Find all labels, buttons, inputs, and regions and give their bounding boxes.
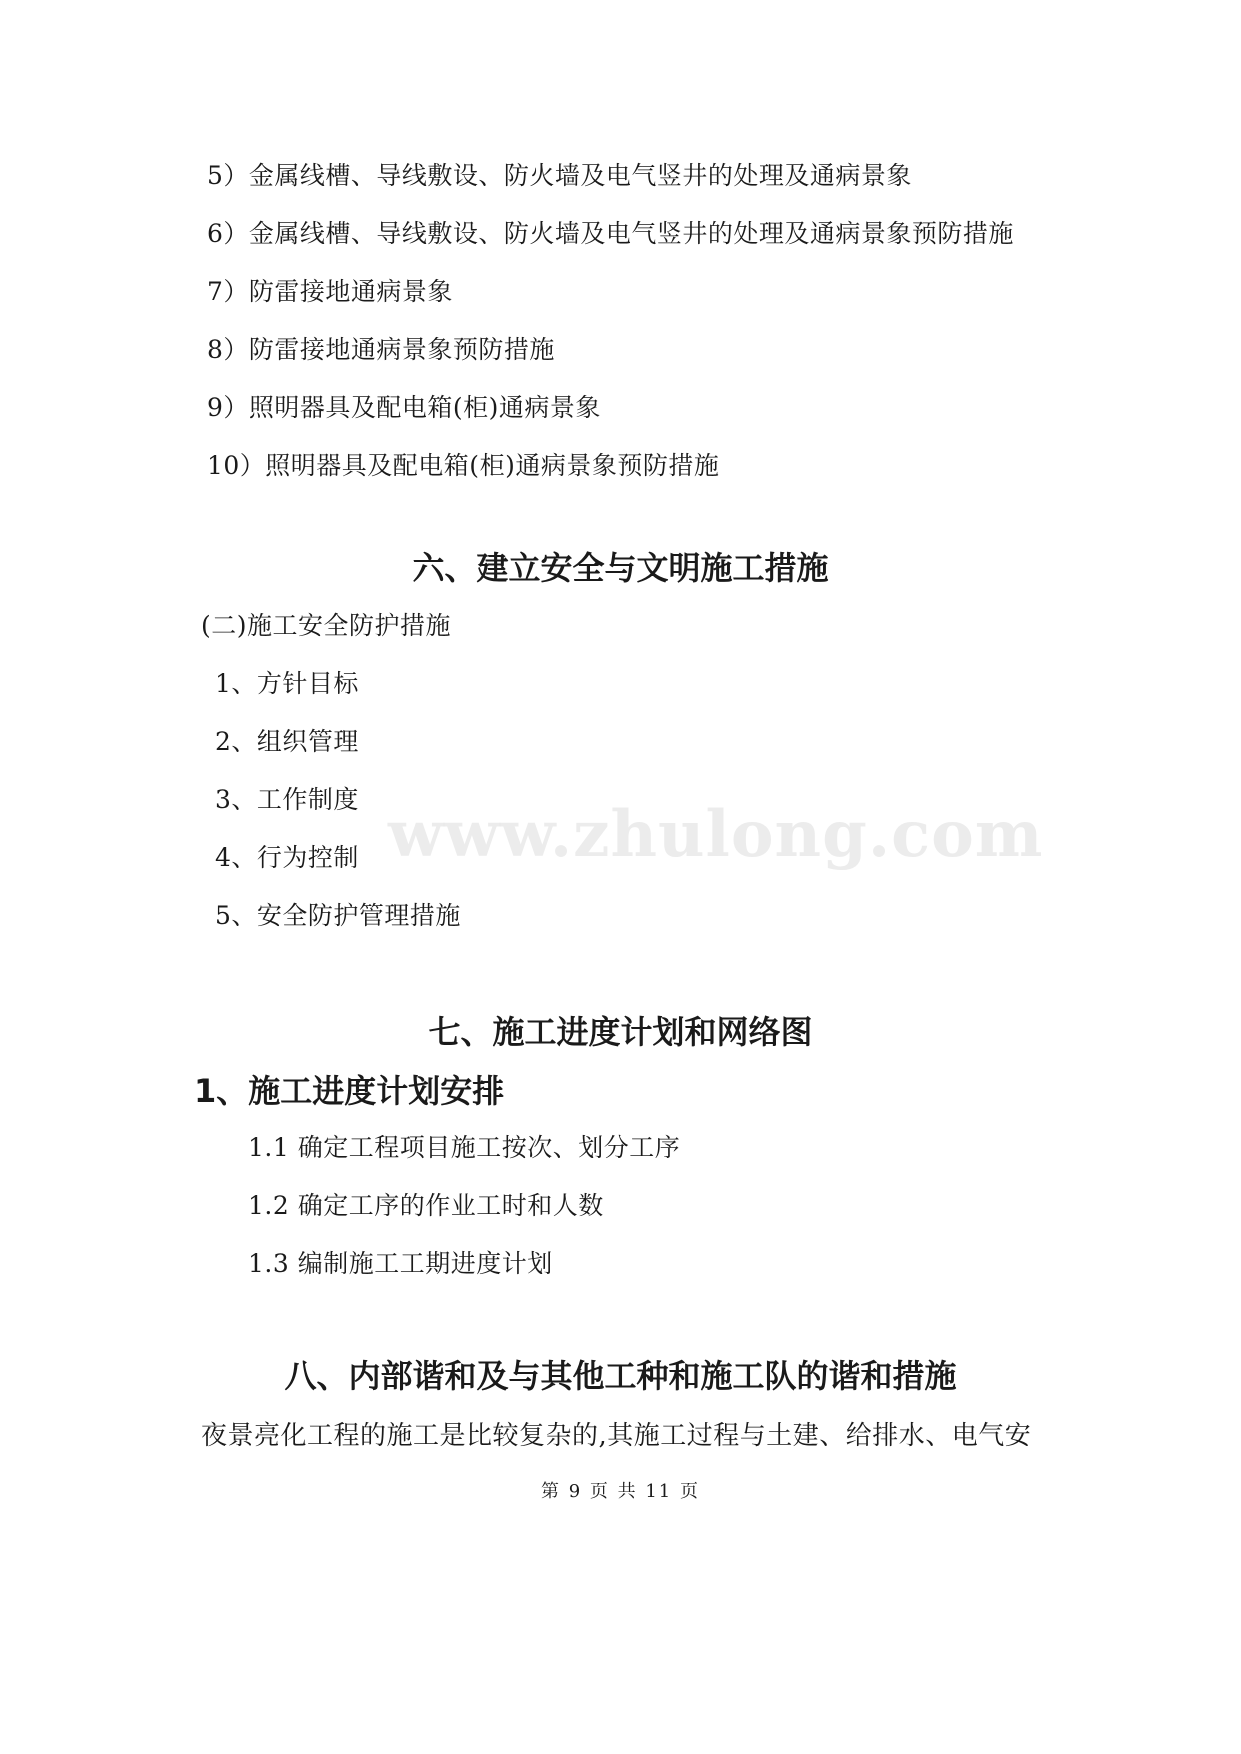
list-item: 1.3 编制施工工期进度计划: [248, 1249, 553, 1278]
list-item: 4、行为控制: [215, 843, 359, 872]
section-heading: 七、施工进度计划和网络图: [428, 1013, 813, 1051]
list-item: 5、安全防护管理措施: [215, 901, 461, 930]
list-item: 10）照明器具及配电箱(柜)通病景象预防措施: [207, 451, 720, 480]
list-item: 8）防雷接地通病景象预防措施: [207, 335, 555, 364]
list-item: 1.1 确定工程项目施工按次、划分工序: [248, 1133, 681, 1162]
section-heading: 八、内部谐和及与其他工种和施工队的谐和措施: [284, 1357, 957, 1395]
list-item: 5）金属线槽、导线敷设、防火墙及电气竖井的处理及通病景象: [207, 161, 912, 190]
watermark: www.zhulong.com: [388, 797, 1044, 872]
subsection-title: 1、施工进度计划安排: [194, 1072, 505, 1110]
body-paragraph: 夜景亮化工程的施工是比较复杂的,其施工过程与土建、给排水、电气安: [201, 1421, 1032, 1451]
list-item: 1.2 确定工序的作业工时和人数: [248, 1191, 604, 1220]
list-item: 7）防雷接地通病景象: [207, 277, 453, 306]
section-heading: 六、建立安全与文明施工措施: [412, 549, 829, 587]
list-item: 1、方针目标: [215, 669, 359, 698]
list-item: 9）照明器具及配电箱(柜)通病景象: [207, 393, 601, 422]
list-item: 2、组织管理: [215, 727, 359, 756]
list-item: 3、工作制度: [215, 785, 359, 814]
subsection-title: (二)施工安全防护措施: [201, 611, 452, 640]
list-item: 6）金属线槽、导线敷设、防火墙及电气竖井的处理及通病景象预防措施: [207, 219, 1014, 248]
page-footer: 第 9 页 共 11 页: [541, 1481, 700, 1502]
